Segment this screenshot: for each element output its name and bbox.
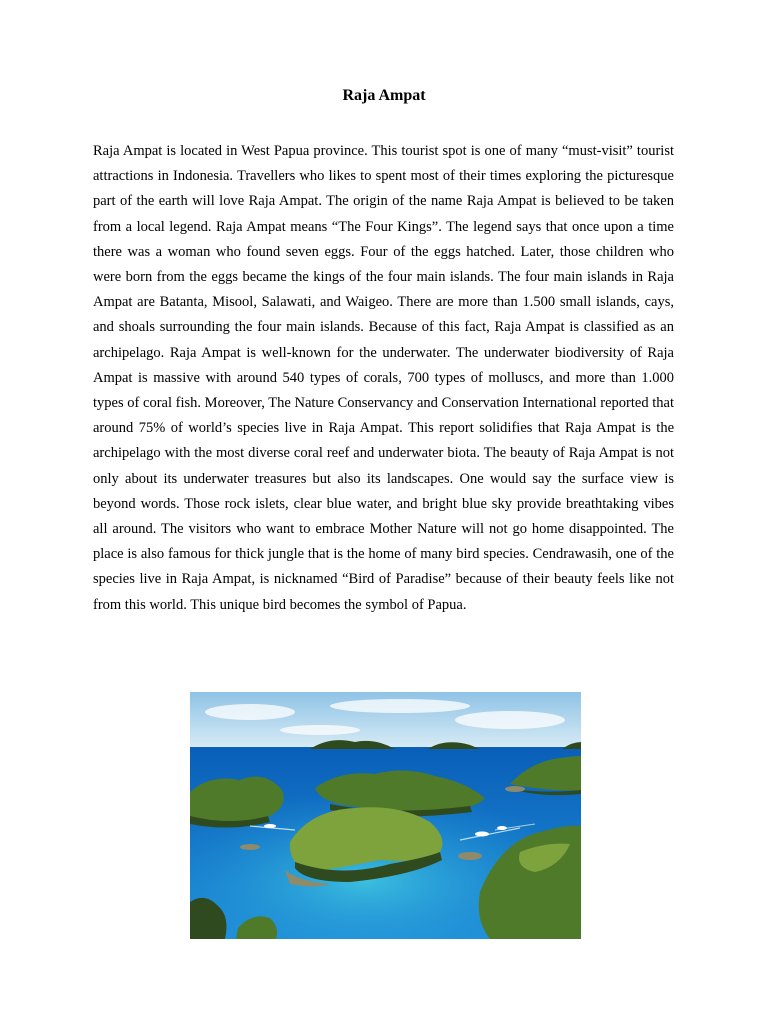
document-title: Raja Ampat xyxy=(342,87,426,104)
rock xyxy=(458,852,482,860)
raja-ampat-photo xyxy=(190,692,581,939)
rock xyxy=(240,844,260,850)
document-paragraph: Raja Ampat is located in West Papua province. This tourist spot is one of many “must-visit” tourist attractions in Indonesia. Travellers who likes to spent most of their times exploring the picturesque part of the earth will love Raja Ampat. The origin of the name Raja Ampat is believed to be taken from a local legend. Raja Ampat means “The Four Kings”. The legend says that once upon a time there was a woman who found seven eggs. Four of the eggs hatched. Later, those children who were born from the eggs became the kings of the four main islands. The four main islands in Raja Ampat are Batanta, Misool, Salawati, and Waigeo. There are more than 1.500 small islands, cays, and shoals surrounding the four main islands. Because of this fact, Raja Ampat is classified as an archipelago. Raja Ampat is well-known for the underwater. The underwater biodiversity of Raja Ampat is massive with around 540 types of corals, 700 types of molluscs, and more than 1.000 types of coral fish. Moreover, The Nature Conservancy and Conservation International reported that around 75% of world’s species live in Raja Ampat. This report solidifies that Raja Ampat is the archipelago with the most diverse coral reef and underwater biota. The beauty of Raja Ampat is not only about its underwater treasures but also its landscapes. One would say the surface view is beyond words. Those rock islets, clear blue water, and bright blue sky provide breathtaking vibes all around. The visitors who want to embrace Mother Nature will not go home disappointed. The place is also famous for thick jungle that is the home of many bird species. Cendrawasih, one of the species live in Raja Ampat, is nicknamed “Bird of Paradise” because of their beauty feels like not from this world. This unique bird becomes the symbol of Papua. xyxy=(93,143,674,613)
rock xyxy=(505,786,525,792)
